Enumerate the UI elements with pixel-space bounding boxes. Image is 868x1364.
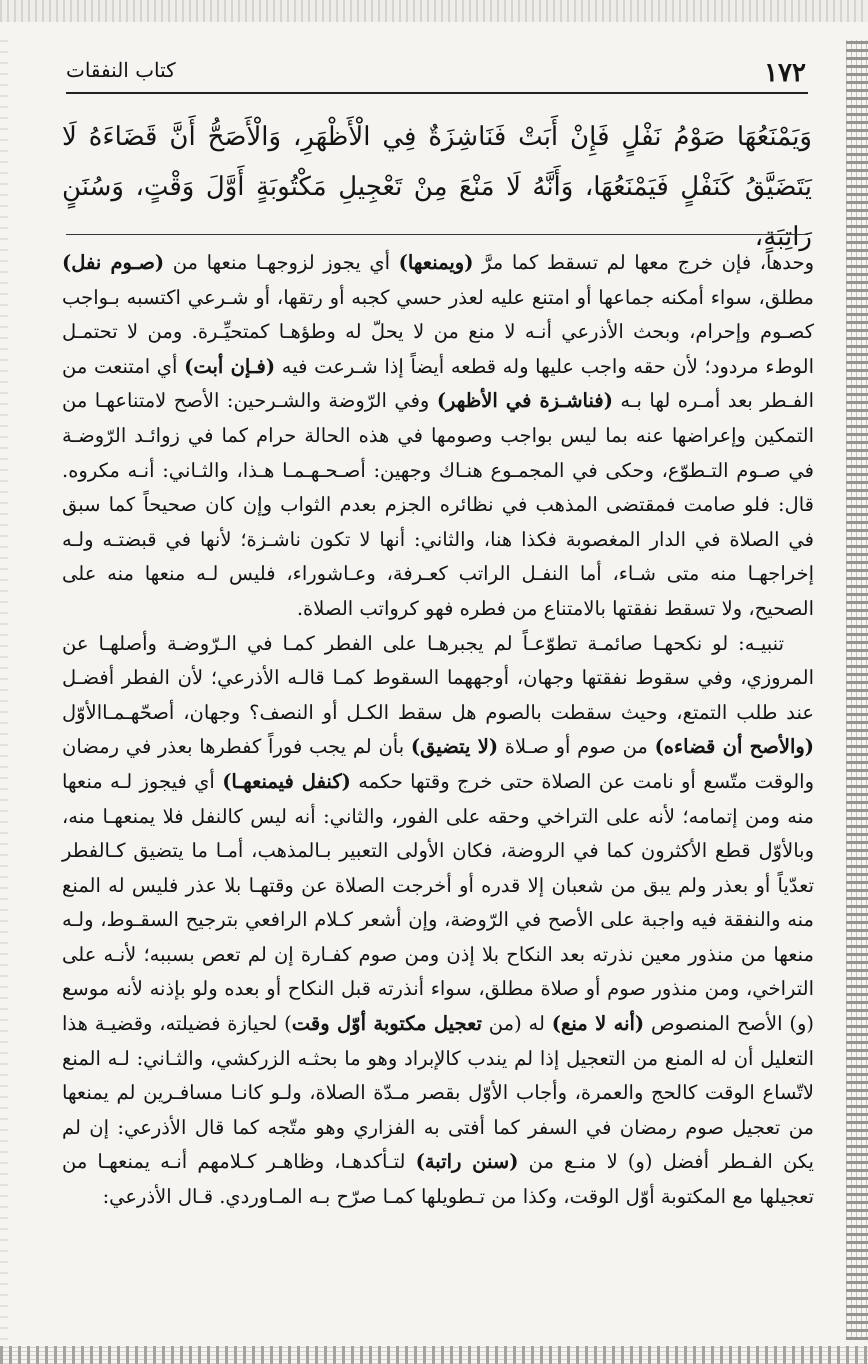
commentary-text-run: مطلق، سواء أمكنه جماعها أو امتنع عليه لعذر حسي كجبه أو رتقها، أو شـرعي اكتسبه بـواجب كصـوم وإحرام، وبحث الأذرعي أنـه لا منع من لا يحلّ له وطؤهـا كمتحيِّـرة. ومن لا تحتمـل الوطء مردود؛ لأن حقه واجب عليها وله قطعه أيضاً إذا شـرعت فيه [62, 285, 814, 378]
quoted-matn-text: (أنه لا منع) [551, 1012, 645, 1036]
quoted-matn-text: (كنفل فيمنعهـا) [222, 769, 351, 793]
decorative-border-top [0, 0, 868, 22]
decorative-border-left [0, 40, 8, 1340]
commentary-text-block [62, 246, 814, 1215]
commentary-text-run: له (من [481, 1012, 552, 1036]
quoted-matn-text: (لا يتضيق) [410, 735, 499, 759]
page-header [66, 50, 806, 92]
matn-text-block [62, 112, 812, 262]
quoted-matn-text: تعجيل مكتوبة أوّل وقت [291, 1012, 482, 1036]
commentary-text-run: أي امتنعت من الفـطر بعد أمـره لها بـه [62, 354, 814, 413]
quoted-matn-text: (صـوم نفل) [62, 251, 165, 274]
commentary-text-run: تنبيـه: لو نكحهـا صائمـة تطوّعـاً لم يجبرهـا على الفطر كمـا في الـرّوضـة وأصلهـا عن المروزي، وفي سقوط نفقتها وجهان، أوجههما السقوط كمـا قالـه الأذرعي؛ لأن الفطر أفضـل عند طلب التمتع، وحيث سقطت بالصوم هل سقط الكـل أو النصف؟ وجهان، أصحّهـمـاالأوّل [62, 631, 814, 724]
header-rule [66, 92, 808, 94]
decorative-border-right [846, 40, 868, 1340]
quoted-matn-text: (فـإن أبت) [184, 354, 276, 378]
commentary-text-run: من صوم أو صـلاة [498, 735, 655, 759]
commentary-paragraph [62, 246, 814, 627]
commentary-paragraph-tanbih [62, 627, 814, 1215]
matn-paragraph: وَيَمْنَعُهَا صَوْمُ نَفْلٍ فَإِنْ أَبَتْ فَنَاشِزَةٌ فِي الْأَظْهَرِ، وَالْأَصَحُّ أَنَّ قَضَاءَهُ لَا يَتَضَيَّقُ كَنَفْلٍ فَيَمْنَعُهَا، وَأَنَّهُ لَا مَنْعَ مِنْ تَعْجِيلِ مَكْتُوبَةٍ أَوَّلَ وَقْتٍ، وَسُنَنٍ رَاتِبَةٍ، [62, 122, 812, 252]
commentary-text-run: وفي الرّوضة والشـرحين: الأصح لامتناعهـا من التمكين وإعراضها عنه بما ليس بواجب وصومها في هذه الحالة حرام كما في زوائـد الرّوضـة في صـوم التـطوّع، وحكى في المجمـوع هنـاك وجهين: أصـحـهـمـا هـذا، والثـاني: أنـه مكروه. قال: فلو صامت فمقتضى المذهب في نظائره الجزم بعدم الثواب وإن كان صحيحاً كما سبق في الصلاة في الدار المغصوبة فكذا هنا، والثاني: أنها لا تكون ناشـزة؛ لأنها في قبضتـه ولـه إخراجهـا منه متى شـاء، أما النفـل الراتب كعـرفة، وعـاشوراء، فليس لـه منعها منه على الصحيح، ولا تسقط نفقتها بالامتناع من فطره فهو كرواتب الصلاة. [62, 389, 814, 620]
commentary-text-run: بأن لم يجب فوراً كفطرها بعذر في رمضان والوقت متّسع أو نامت عن الصلاة حتى خرج وقتها حكمه [62, 735, 814, 793]
page-number: ١٧٢ [764, 58, 806, 88]
commentary-text-run: أي يجوز لزوجهـا منعها من [164, 251, 399, 274]
commentary-text-run: وحدها، فإن خرج معها لم تسقط كما مرَّ [473, 251, 814, 274]
commentary-text-run: أي فيجوز لـه منعها منه ومن إتمامه؛ لأنه على التراخي وحقه على الفور، والثاني: أنه ليس كالنفل فلا يمنعهـا منه، وبالأوّل قطع الأكثرون كما في الروضة، فكان الأولى التعبير بـالمذهب، أمـا ما يتضيق كـالفطر تعدّياً أو بعذر ولم يبق من شعبان إلا قدره أو أخرجت الصلاة عن وقتهـا بلا عذر فليس له المنع منه والنفقة فيه واجبة على الأصح في الرّوضة، وإن أشعر كـلام الرافعي بترجيح السقـوط، ولـه منعها من منذور معين نذرته بعد النكاح بلا إذن ومن صوم كفـارة إن لم تعص بسببه؛ لأنـه على التراخي، ومن منذور صوم أو صلاة مطلق، سواء أنذرته قبل النكاح أو بعده ولو بإذنه لأنه موسع (و) الأصح المنصوص [62, 769, 814, 1036]
commentary-text-run: لتـأكدهـا، وظاهـر كـلامهم أنـه يمنعهـا من تعجيلها مع المكتوبة أوّل الوقت، وكذا من تـطويلها كمـا صرّح بـه المـاوردي. قـال الأذرعي: [62, 1150, 814, 1209]
quoted-matn-text: (والأصح أن قضاءه) [654, 735, 814, 759]
commentary-text-run: ) لحيازة فضيلته، وقضيـة هذا التعليل أن له المنع من التعجيل إذا لم يندب كالإبراد وهو ما بحثـه الزركشي، والثـاني: لـه المنع لاتّساع الوقت كالحج والعمرة، وأجاب الأوّل بقصر مـدّة الصلاة، ولـو كانـا مسافـرين لم يمنعها من تعجيل صوم رمضان في السفر كما أفتى به الفزاري وهو متّجه كما قال الأذرعي: إن لم يكن الفـطر أفضل (و) لا منـع من [62, 1012, 814, 1174]
matn-separator-rule [66, 234, 808, 235]
running-title: كتاب النفقات [66, 58, 176, 82]
decorative-border-bottom [0, 1346, 868, 1364]
quoted-matn-text: (فناشـزة في الأظهر) [436, 389, 613, 413]
quoted-matn-text: (سنن راتبة) [415, 1150, 519, 1174]
quoted-matn-text: (ويمنعها) [398, 251, 474, 274]
